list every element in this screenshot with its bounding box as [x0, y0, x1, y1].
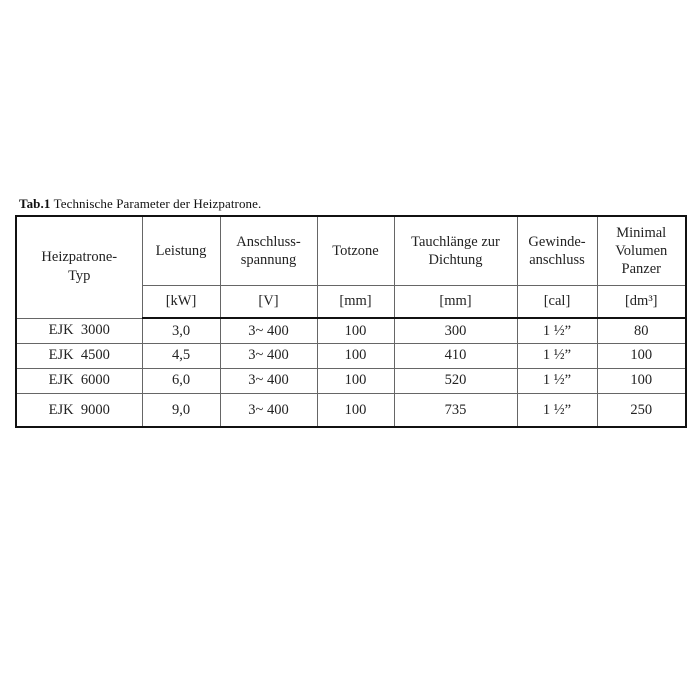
header-immersion-line1: Tauchlänge zur [411, 233, 500, 250]
unit-power: [kW] [142, 285, 220, 318]
header-volume-line2: Volumen [615, 242, 668, 259]
header-voltage-line1: Anschluss- [236, 233, 301, 250]
cell-type: EJK 4500 [16, 343, 142, 368]
cell-voltage: 3~ 400 [220, 393, 317, 427]
header-thread-line2: anschluss [529, 251, 585, 268]
header-deadzone [317, 216, 394, 285]
cell-power: 9,0 [142, 393, 220, 427]
table-row [16, 393, 686, 427]
cell-deadzone: 100 [317, 318, 394, 343]
header-deadzone-line1: Totzone [332, 242, 379, 259]
cell-volume: 100 [597, 368, 686, 393]
cell-power: 4,5 [142, 343, 220, 368]
cell-volume: 80 [597, 318, 686, 343]
header-type [16, 216, 142, 318]
cell-deadzone: 100 [317, 343, 394, 368]
cell-thread: 1 ½” [517, 368, 597, 393]
cell-power: 6,0 [142, 368, 220, 393]
header-row [16, 216, 686, 285]
cell-immersion: 520 [394, 368, 517, 393]
cell-immersion: 300 [394, 318, 517, 343]
header-type-line2: Typ [68, 268, 91, 285]
unit-immersion: [mm] [394, 285, 517, 318]
cell-power: 3,0 [142, 318, 220, 343]
technical-parameters-table [15, 215, 687, 428]
cell-type: EJK 9000 [16, 393, 142, 427]
caption-prefix: Tab.1 [19, 196, 51, 211]
table-row [16, 318, 686, 343]
cell-thread: 1 ½” [517, 393, 597, 427]
table-caption [19, 196, 261, 212]
cell-volume: 100 [597, 343, 686, 368]
header-volume-line3: Panzer [621, 260, 661, 277]
table-row [16, 368, 686, 393]
cell-volume: 250 [597, 393, 686, 427]
header-voltage-line2: spannung [240, 251, 297, 268]
cell-thread: 1 ½” [517, 318, 597, 343]
cell-type: EJK 3000 [16, 318, 142, 343]
unit-thread: [cal] [517, 285, 597, 318]
cell-voltage: 3~ 400 [220, 318, 317, 343]
header-volume-line1: Minimal [616, 224, 667, 241]
cell-deadzone: 100 [317, 368, 394, 393]
header-power [142, 216, 220, 285]
header-power-line1: Leistung [155, 242, 207, 259]
header-immersion-line2: Dichtung [428, 251, 483, 268]
cell-immersion: 735 [394, 393, 517, 427]
cell-deadzone: 100 [317, 393, 394, 427]
header-immersion [394, 216, 517, 285]
header-thread-line1: Gewinde- [528, 233, 586, 250]
header-volume [597, 216, 686, 285]
cell-thread: 1 ½” [517, 343, 597, 368]
unit-voltage: [V] [220, 285, 317, 318]
unit-volume: [dm³] [597, 285, 686, 318]
table-row [16, 343, 686, 368]
header-voltage [220, 216, 317, 285]
unit-deadzone: [mm] [317, 285, 394, 318]
header-thread [517, 216, 597, 285]
cell-immersion: 410 [394, 343, 517, 368]
header-type-line1: Heizpatrone- [41, 249, 118, 266]
cell-type: EJK 6000 [16, 368, 142, 393]
caption-text: Technische Parameter der Heizpatrone. [50, 196, 262, 211]
cell-voltage: 3~ 400 [220, 343, 317, 368]
cell-voltage: 3~ 400 [220, 368, 317, 393]
